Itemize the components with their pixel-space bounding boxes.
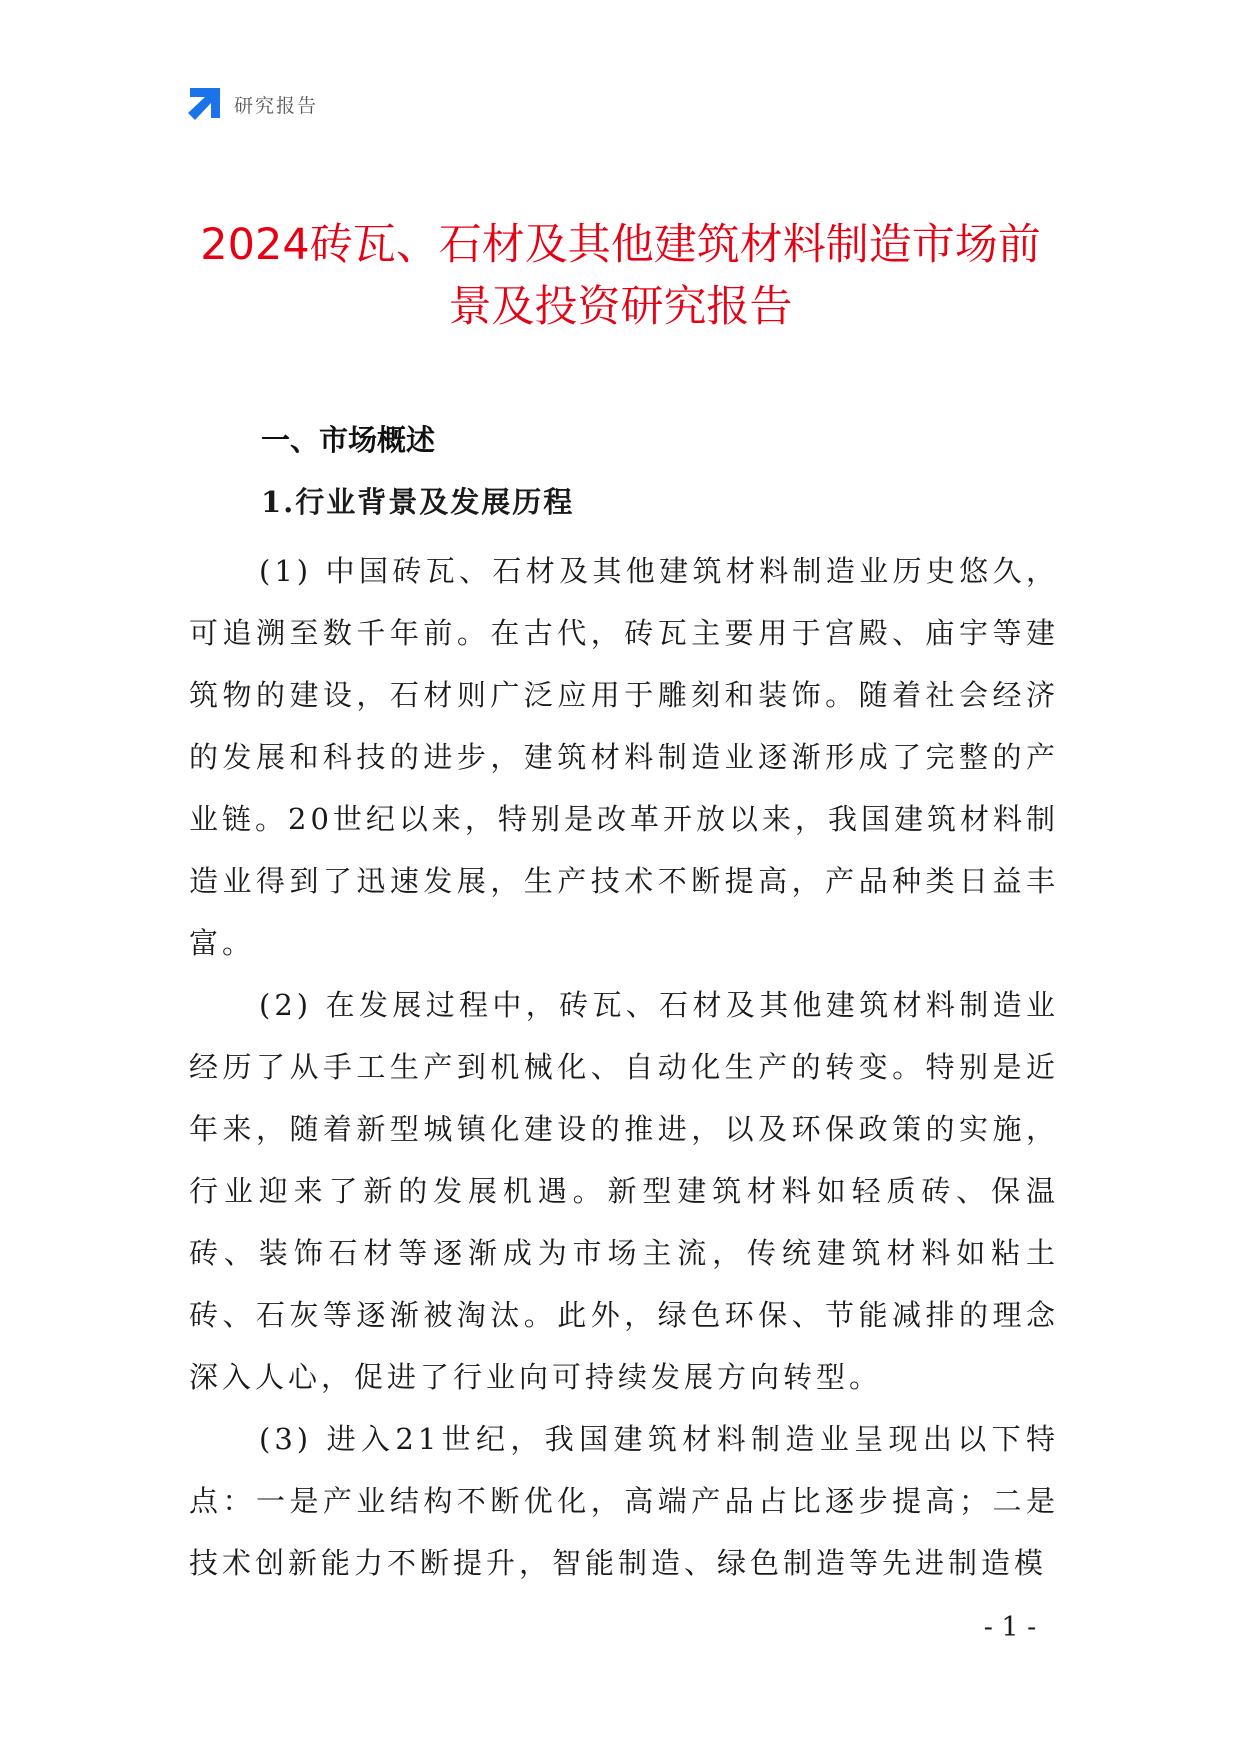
- title-line-2: 景及投资研究报告: [448, 282, 793, 332]
- arrow-up-right-logo-icon: [186, 86, 222, 122]
- paragraph-3: (3) 进入21世纪，我国建筑材料制造业呈现出以下特点：一是产业结构不断优化，高端产品占比逐步提高；二是技术创新能力不断提升，智能制造、绿色制造等先进制造模: [189, 1422, 1059, 1580]
- header-label: 研究报告: [234, 94, 319, 117]
- body-text: [189, 540, 1059, 1594]
- page-number: - 1 -: [983, 1612, 1037, 1643]
- title-line-1: 2024砖瓦、石材及其他建筑材料制造市场前: [200, 220, 1041, 270]
- section-heading: 一、市场概述: [261, 423, 436, 457]
- paragraph-2: (2) 在发展过程中，砖瓦、石材及其他建筑材料制造业经历了从手工生产到机械化、自动化生产的转变。特别是近年来，随着新型城镇化建设的推进，以及环保政策的实施，行业迎来了新的发展机遇。新型建筑材料如轻质砖、保温砖、装饰石材等逐渐成为市场主流，传统建筑材料如粘土砖、石灰等逐渐被淘汰。此外，绿色环保、节能减排的理念深入人心，促进了行业向可持续发展方向转型。: [189, 988, 1059, 1394]
- sub-heading: 1.行业背景及发展历程: [261, 485, 575, 519]
- paragraph-1: (1) 中国砖瓦、石材及其他建筑材料制造业历史悠久，可追溯至数千年前。在古代，砖瓦主要用于宫殿、庙宇等建筑物的建设，石材则广泛应用于雕刻和装饰。随着社会经济的发展和科技的进步，建筑材料制造业逐渐形成了完整的产业链。20世纪以来，特别是改革开放以来，我国建筑材料制造业得到了迅速发展，生产技术不断提高，产品种类日益丰富。: [189, 554, 1059, 960]
- report-header: [186, 86, 318, 122]
- document-title: [150, 214, 1091, 338]
